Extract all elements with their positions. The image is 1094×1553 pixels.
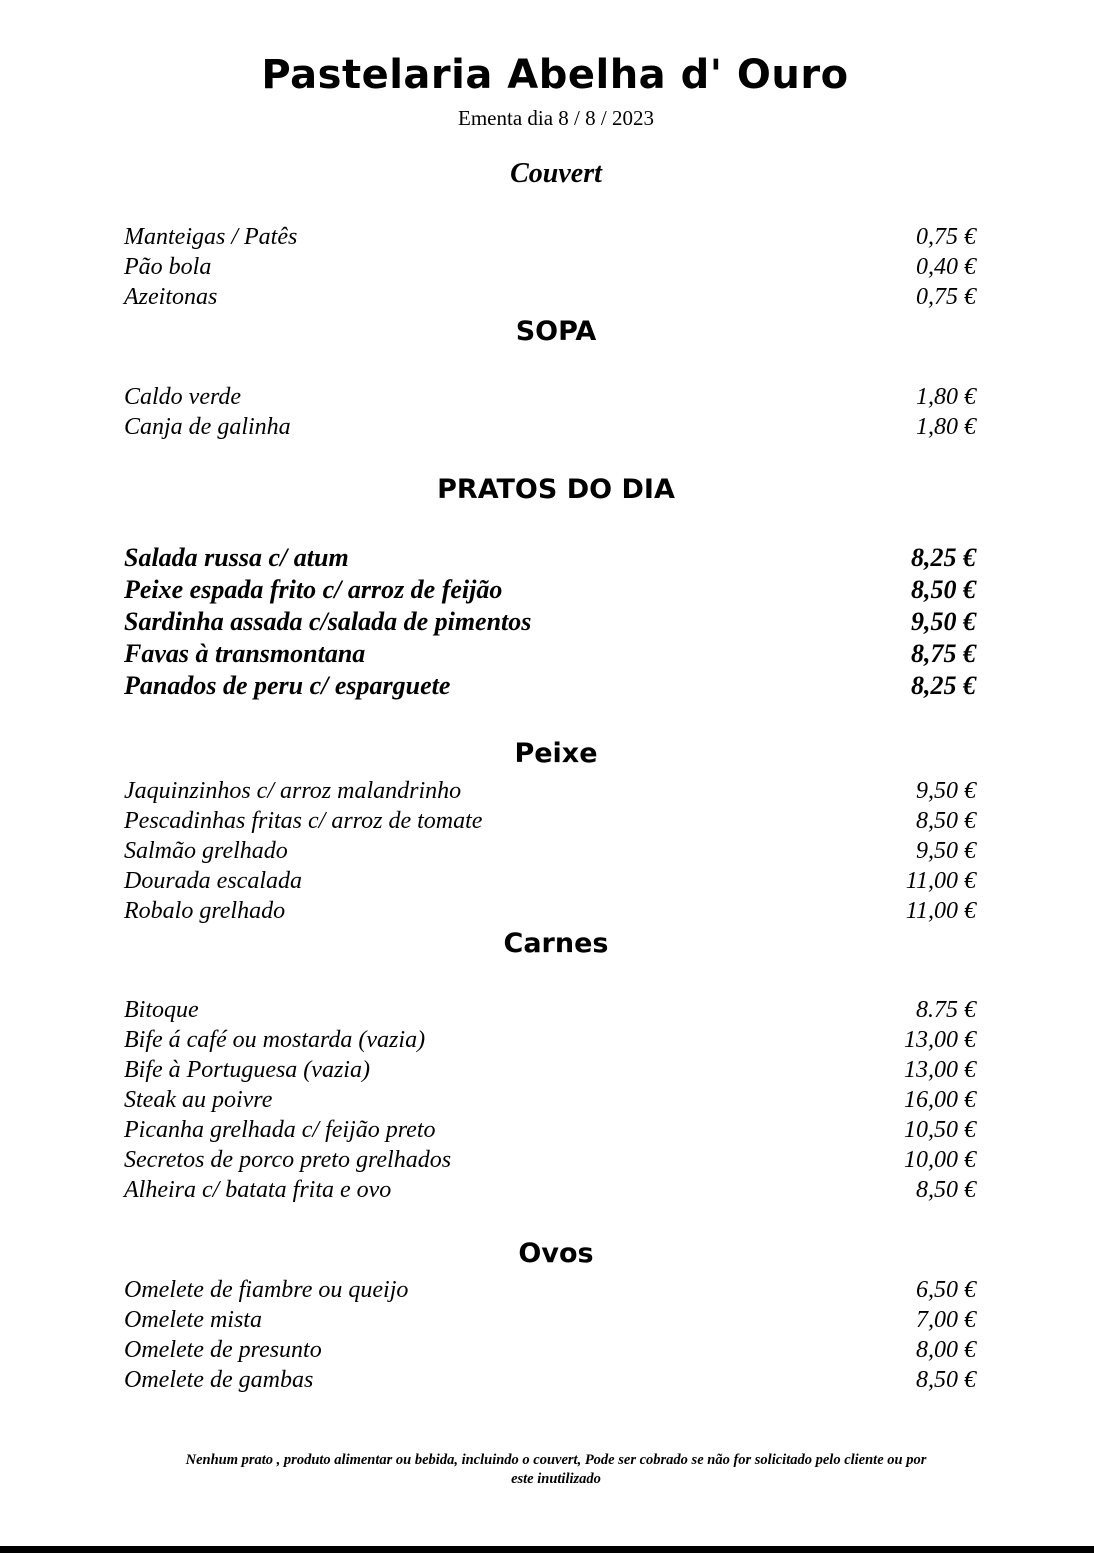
item-name: Caldo verde — [124, 384, 242, 410]
menu-item — [124, 995, 976, 1025]
pratos-do-dia-list — [124, 542, 976, 702]
item-price: 1,80 € — [916, 384, 976, 410]
sopa-list — [124, 382, 976, 442]
item-name: Secretos de porco preto grelhados — [124, 1147, 452, 1173]
item-price: 7,00 € — [916, 1307, 976, 1333]
item-name: Canja de galinha — [124, 414, 291, 440]
item-name: Pescadinhas fritas c/ arroz de tomate — [124, 808, 483, 834]
section-title-couvert: Couvert — [510, 158, 602, 189]
item-price: 8,50 € — [911, 575, 976, 604]
menu-item — [124, 1275, 976, 1305]
item-price: 0,75 € — [916, 224, 976, 250]
menu-item — [124, 222, 976, 252]
menu-item — [124, 574, 976, 606]
item-price: 8,25 € — [911, 671, 976, 700]
menu-item — [124, 1085, 976, 1115]
carnes-list — [124, 995, 976, 1205]
menu-item — [124, 1365, 976, 1395]
item-price: 9,50 € — [916, 838, 976, 864]
item-name: Jaquinzinhos c/ arroz malandrinho — [124, 778, 462, 804]
item-price: 8,00 € — [916, 1337, 976, 1363]
couvert-list — [124, 222, 976, 312]
section-title-peixe: Peixe — [514, 738, 598, 769]
item-name: Salmão grelhado — [124, 838, 288, 864]
menu-item — [124, 1025, 976, 1055]
menu-item — [124, 806, 976, 836]
menu-item — [124, 282, 976, 312]
ovos-list — [124, 1275, 976, 1395]
peixe-list — [124, 776, 976, 926]
menu-item — [124, 776, 976, 806]
item-name: Bife à Portuguesa (vazia) — [124, 1057, 370, 1083]
item-name: Steak au poivre — [124, 1087, 273, 1113]
item-name: Salada russa c/ atum — [124, 543, 349, 572]
menu-item — [124, 638, 976, 670]
item-price: 0,75 € — [916, 284, 976, 310]
menu-item — [124, 866, 976, 896]
footer-note-line: este inutilizado — [511, 1471, 601, 1487]
item-name: Favas à transmontana — [124, 639, 366, 668]
item-name: Omelete de fiambre ou queijo — [124, 1277, 409, 1303]
item-name: Omelete de gambas — [124, 1367, 314, 1393]
item-name: Omelete de presunto — [124, 1337, 322, 1363]
item-name: Manteigas / Patês — [124, 224, 298, 250]
item-price: 13,00 € — [904, 1027, 976, 1053]
page-title: Pastelaria Abelha d' Ouro — [261, 52, 849, 98]
item-name: Bitoque — [124, 997, 199, 1023]
section-title-carnes: Carnes — [503, 928, 609, 959]
menu-item — [124, 1175, 976, 1205]
item-price: 8,50 € — [916, 808, 976, 834]
item-price: 0,40 € — [916, 254, 976, 280]
menu-item — [124, 252, 976, 282]
menu-item — [124, 1145, 976, 1175]
item-name: Azeitonas — [124, 284, 218, 310]
item-name: Picanha grelhada c/ feijão preto — [124, 1117, 436, 1143]
menu-item — [124, 1115, 976, 1145]
item-price: 6,50 € — [916, 1277, 976, 1303]
menu-item — [124, 412, 976, 442]
bottom-border — [0, 1546, 1094, 1553]
item-price: 10,00 € — [904, 1147, 976, 1173]
menu-item — [124, 896, 976, 926]
item-name: Peixe espada frito c/ arroz de feijão — [124, 575, 503, 604]
menu-item — [124, 606, 976, 638]
section-title-sopa: SOPA — [515, 316, 597, 347]
item-name: Alheira c/ batata frita e ovo — [124, 1177, 392, 1203]
item-name: Robalo grelhado — [124, 898, 286, 924]
item-name: Panados de peru c/ esparguete — [124, 671, 451, 700]
menu-item — [124, 1055, 976, 1085]
menu-item — [124, 1305, 976, 1335]
item-price: 9,50 € — [911, 607, 976, 636]
menu-item — [124, 382, 976, 412]
item-price: 13,00 € — [904, 1057, 976, 1083]
item-price: 16,00 € — [904, 1087, 976, 1113]
item-price: 8,25 € — [911, 543, 976, 572]
item-price: 1,80 € — [916, 414, 976, 440]
menu-date: Ementa dia 8 / 8 / 2023 — [458, 106, 654, 130]
menu-item — [124, 542, 976, 574]
menu-item — [124, 836, 976, 866]
item-name: Omelete mista — [124, 1307, 262, 1333]
footer-note — [110, 1451, 1002, 1489]
section-title-pratos-do-dia: PRATOS DO DIA — [437, 474, 675, 505]
item-price: 11,00 € — [905, 898, 976, 924]
item-price: 10,50 € — [904, 1117, 976, 1143]
item-price: 8,50 € — [916, 1367, 976, 1393]
item-price: 8.75 € — [916, 997, 976, 1023]
footer-note-line: Nenhum prato , produto alimentar ou bebida, incluindo o couvert, Pode ser cobrado se não for solicitado pelo cliente ou por — [185, 1452, 927, 1468]
item-name: Dourada escalada — [124, 868, 302, 894]
menu-item — [124, 1335, 976, 1365]
item-name: Bife á café ou mostarda (vazia) — [124, 1027, 426, 1053]
item-price: 8,75 € — [911, 639, 976, 668]
item-price: 11,00 € — [905, 868, 976, 894]
menu-item — [124, 670, 976, 702]
item-name: Sardinha assada c/salada de pimentos — [124, 607, 532, 636]
section-title-ovos: Ovos — [518, 1238, 594, 1269]
item-name: Pão bola — [124, 254, 212, 280]
item-price: 9,50 € — [916, 778, 976, 804]
item-price: 8,50 € — [916, 1177, 976, 1203]
